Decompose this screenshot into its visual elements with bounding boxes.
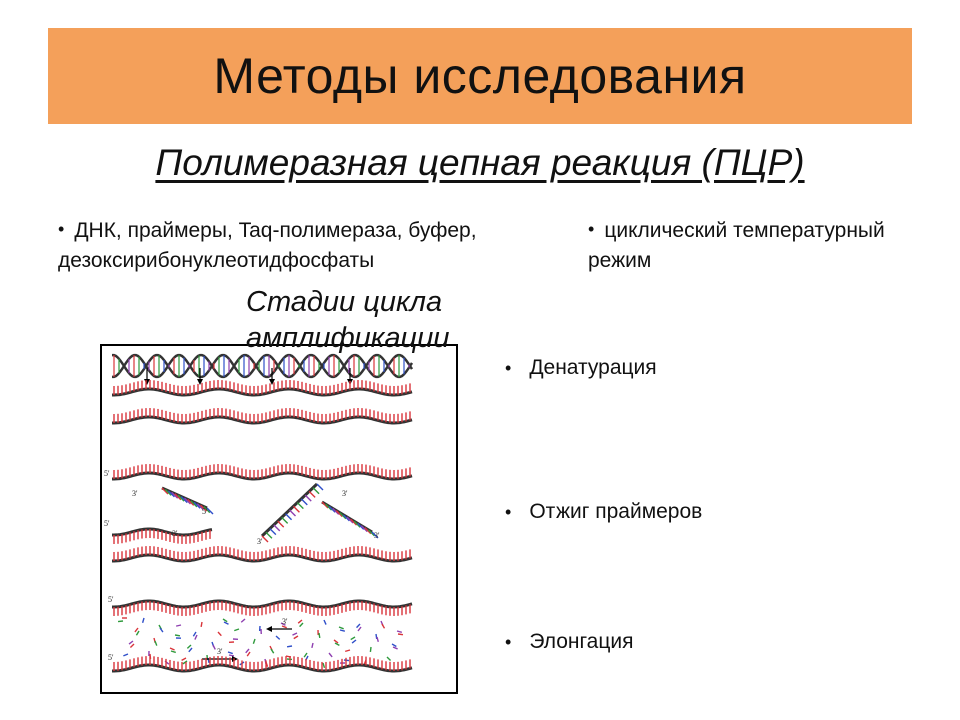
free-nucleotide	[155, 641, 157, 646]
free-nucleotide	[340, 630, 345, 631]
free-nucleotide	[358, 627, 361, 631]
free-nucleotide	[319, 633, 320, 638]
nucleotide-base	[282, 517, 288, 523]
step-denaturation-label: Денатурация	[529, 356, 657, 379]
label-five-prime: 5'	[108, 653, 114, 662]
label-three-prime: 3'	[282, 617, 288, 626]
label-three-prime: 3'	[132, 489, 138, 498]
free-nucleotide	[298, 620, 302, 623]
nucleotide-base	[286, 514, 292, 520]
label-three-prime: 3'	[172, 529, 178, 538]
free-nucleotide	[335, 643, 339, 645]
free-nucleotide	[292, 633, 297, 635]
free-nucleotide	[352, 640, 356, 643]
nucleotide-base	[290, 510, 296, 516]
label-five-prime: 5'	[202, 507, 208, 516]
title-banner	[48, 28, 912, 124]
free-nucleotide	[130, 644, 134, 647]
free-nucleotide	[392, 644, 396, 647]
label-three-prime: 3'	[217, 647, 223, 656]
label-three-prime: 3'	[374, 531, 380, 540]
free-nucleotide	[345, 650, 350, 651]
free-nucleotide	[324, 620, 326, 625]
free-nucleotide	[193, 632, 196, 636]
free-nucleotide	[136, 631, 139, 635]
stages-label: Стадии цикла амплификации	[246, 286, 450, 354]
bullet-temperature-text: циклический температурный режим	[588, 219, 885, 272]
slide-title: Методы исследования	[213, 48, 747, 104]
free-nucleotide	[312, 643, 313, 648]
free-nucleotide	[228, 652, 233, 654]
free-nucleotide	[195, 635, 197, 640]
free-nucleotide	[329, 653, 332, 657]
free-nucleotide	[294, 636, 298, 639]
bullet-dot-icon: •	[505, 358, 512, 378]
nucleotide-base	[297, 503, 303, 509]
free-nucleotide	[282, 626, 287, 628]
free-nucleotide	[218, 632, 221, 636]
bullet-dot-icon: •	[588, 219, 595, 239]
label-five-prime: 5'	[104, 469, 110, 478]
free-nucleotide	[189, 648, 192, 652]
free-nucleotide	[241, 619, 245, 622]
nucleotide-base	[305, 495, 311, 501]
free-nucleotide	[229, 655, 234, 656]
label-three-prime: 3'	[257, 537, 263, 546]
bullet-dot-icon: •	[505, 632, 512, 652]
bullet-reagents	[58, 216, 538, 276]
free-nucleotide	[224, 622, 228, 624]
free-nucleotide	[339, 627, 344, 629]
nucleotide-base	[270, 529, 276, 535]
arrow-right-icon	[232, 656, 238, 662]
nucleotide-base	[266, 532, 272, 538]
free-nucleotide	[123, 654, 128, 656]
free-nucleotide	[376, 634, 377, 639]
free-nucleotide	[118, 621, 123, 622]
step-annealing	[505, 500, 702, 524]
free-nucleotide	[323, 663, 324, 668]
nucleotide-base	[317, 484, 323, 490]
label-five-prime: 5'	[108, 595, 114, 604]
free-nucleotide	[351, 637, 355, 640]
arrow-left-icon	[266, 626, 272, 632]
bullet-dot-icon: •	[58, 219, 65, 239]
free-nucleotide	[300, 623, 303, 627]
free-nucleotide	[287, 646, 292, 647]
free-nucleotide	[247, 652, 250, 656]
free-nucleotide	[143, 618, 144, 623]
step-denaturation	[505, 356, 657, 380]
free-nucleotide	[129, 641, 133, 644]
free-nucleotide	[187, 645, 191, 648]
free-nucleotide	[176, 625, 181, 626]
free-nucleotide	[397, 631, 402, 632]
nucleotide-base	[301, 499, 307, 505]
label-five-prime: 5'	[104, 519, 110, 528]
arrow-down-icon	[144, 379, 150, 385]
free-nucleotide	[398, 634, 403, 635]
free-nucleotide	[246, 649, 249, 653]
step-elongation	[505, 630, 633, 654]
free-nucleotide	[334, 640, 338, 643]
free-nucleotide	[213, 645, 215, 649]
nucleotide-base	[313, 488, 319, 494]
free-nucleotide	[223, 619, 227, 622]
free-nucleotide	[377, 637, 378, 642]
free-nucleotide	[276, 636, 280, 639]
bullet-reagents-text: ДНК, праймеры, Taq-полимераза, буфер, дезоксирибонуклеотидфосфаты	[58, 219, 477, 272]
free-nucleotide	[182, 658, 186, 660]
free-nucleotide	[370, 647, 371, 652]
free-nucleotide	[357, 624, 360, 628]
pcr-diagram-illustration	[102, 346, 456, 692]
step-annealing-label: Отжиг праймеров	[529, 500, 703, 523]
free-nucleotide	[234, 629, 239, 631]
free-nucleotide	[387, 657, 391, 661]
step-elongation-label: Элонгация	[529, 630, 634, 653]
free-nucleotide	[253, 639, 255, 644]
free-nucleotide	[304, 653, 307, 657]
free-nucleotide	[170, 648, 175, 650]
nucleotide-base	[262, 536, 268, 542]
slide-subtitle: Полимеразная цепная реакция (ПЦР)	[155, 142, 805, 183]
nucleotide-base	[278, 521, 284, 527]
pcr-diagram	[100, 344, 458, 694]
bullet-temperature	[588, 216, 888, 276]
bullet-dot-icon: •	[505, 502, 512, 522]
nucleotide-base	[309, 491, 315, 497]
free-nucleotide	[393, 647, 398, 649]
free-nucleotide	[175, 635, 180, 636]
nucleotide-base	[293, 506, 299, 512]
label-three-prime: 3'	[342, 489, 348, 498]
dna-strand	[112, 601, 412, 607]
free-nucleotide	[201, 622, 202, 627]
free-nucleotide	[171, 651, 176, 652]
free-nucleotide	[135, 628, 138, 632]
nucleotide-base	[274, 525, 280, 531]
